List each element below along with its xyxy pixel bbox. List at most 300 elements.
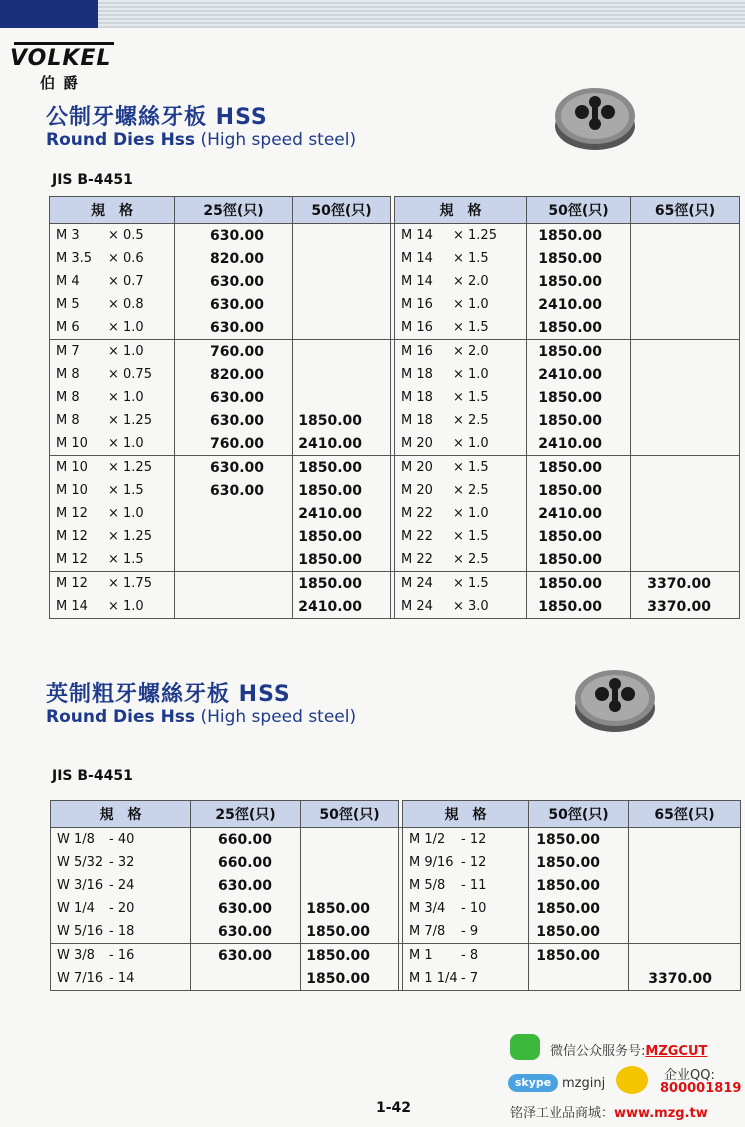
spec-right [395, 293, 527, 316]
table-row [50, 548, 740, 572]
spec-left [50, 316, 175, 340]
metric-dies-table [49, 196, 740, 619]
price-65-right [631, 293, 740, 316]
skype-icon: skype [508, 1074, 558, 1092]
price-50-right: 1850.00 [529, 828, 629, 852]
price-65-right: 3370.00 [631, 595, 740, 619]
table-row [50, 525, 740, 548]
spec-right-pitch: × 1.5 [453, 576, 489, 591]
table-row [51, 967, 741, 991]
price-50 [301, 828, 399, 852]
section2-title-en-bold: Round Dies Hss [46, 707, 196, 727]
price-65-right [629, 828, 741, 852]
spec-left [50, 363, 175, 386]
price-25 [191, 967, 301, 991]
price-25 [175, 595, 293, 619]
price-25: 630.00 [191, 920, 301, 944]
col-header-25: 25徑(只) [191, 801, 301, 828]
table-row [51, 851, 741, 874]
table-row [50, 386, 740, 409]
spec-right [395, 502, 527, 525]
price-50-right: 1850.00 [527, 340, 631, 364]
spec-left-pitch: - 32 [109, 855, 135, 870]
spec-left-pitch: × 1.0 [108, 506, 144, 521]
table-row [50, 479, 740, 502]
spec-left-pitch: × 1.25 [108, 529, 152, 544]
spec-right-pitch: - 12 [461, 832, 487, 847]
price-65-right [631, 548, 740, 572]
price-65-right [631, 270, 740, 293]
price-50: 1850.00 [293, 456, 391, 480]
spec-left-size: M 14 [56, 599, 88, 614]
spec-right [395, 270, 527, 293]
price-50-right: 1850.00 [527, 548, 631, 572]
spec-right [395, 247, 527, 270]
col-header-50-right: 50徑(只) [529, 801, 629, 828]
spec-right [395, 409, 527, 432]
price-50 [293, 224, 391, 248]
col-header-65-right: 65徑(只) [631, 197, 740, 224]
table-row [51, 828, 741, 852]
spec-left-size: M 7 [56, 344, 80, 359]
spec-right-size: M 18 [401, 390, 433, 405]
spec-right-pitch: - 11 [461, 878, 487, 893]
spec-left [50, 479, 175, 502]
table-row [50, 595, 740, 619]
spec-left-pitch: × 1.0 [108, 599, 144, 614]
spec-right-pitch: - 10 [461, 901, 487, 916]
spec-right-size: M 14 [401, 274, 433, 289]
shop-url-link[interactable]: www.mzg.tw [614, 1106, 708, 1121]
table-header-row [50, 197, 740, 224]
qq-label: 企业QQ: [664, 1068, 715, 1083]
price-50: 1850.00 [301, 897, 399, 920]
price-50 [293, 247, 391, 270]
spec-right-size: M 16 [401, 297, 433, 312]
round-die-image-1 [552, 82, 638, 152]
price-25: 660.00 [191, 851, 301, 874]
price-50-right: 2410.00 [527, 363, 631, 386]
price-65-right [629, 874, 741, 897]
price-50: 1850.00 [301, 920, 399, 944]
price-50-right: 2410.00 [527, 293, 631, 316]
price-65-right [631, 432, 740, 456]
col-header-65-right: 65徑(只) [629, 801, 741, 828]
price-25: 760.00 [175, 432, 293, 456]
price-50: 2410.00 [293, 432, 391, 456]
price-25 [175, 572, 293, 596]
spec-left-pitch: × 1.75 [108, 576, 152, 591]
spec-right-pitch: × 2.5 [453, 413, 489, 428]
brand-name: VOLKEL [10, 46, 112, 71]
price-50: 1850.00 [293, 572, 391, 596]
shop-label: 铭泽工业品商城： [510, 1106, 615, 1121]
price-50: 1850.00 [293, 409, 391, 432]
price-65-right [631, 525, 740, 548]
spec-left-size: W 5/16 [57, 924, 104, 939]
qq-number: 800001819 [660, 1081, 742, 1096]
spec-right [403, 920, 529, 944]
wechat-line [550, 1040, 707, 1059]
spec-left [50, 293, 175, 316]
spec-left [50, 572, 175, 596]
price-50-right: 1850.00 [527, 572, 631, 596]
col-header-50: 50徑(只) [301, 801, 399, 828]
spec-left-size: M 12 [56, 576, 88, 591]
table-row [50, 456, 740, 480]
price-50-right: 1850.00 [529, 874, 629, 897]
price-50-right: 1850.00 [529, 920, 629, 944]
price-65-right [629, 897, 741, 920]
price-65-right [631, 479, 740, 502]
spec-left [51, 897, 191, 920]
spec-right [395, 340, 527, 364]
spec-left-size: M 8 [56, 413, 80, 428]
spec-right [403, 897, 529, 920]
section1-title-en [46, 130, 356, 150]
spec-right-size: M 14 [401, 251, 433, 266]
spec-right-pitch: × 2.0 [453, 344, 489, 359]
price-25: 630.00 [175, 224, 293, 248]
table-row [50, 224, 740, 248]
table-row [50, 247, 740, 270]
price-65-right [631, 316, 740, 340]
price-25: 630.00 [175, 270, 293, 293]
spec-right-size: M 22 [401, 529, 433, 544]
price-50 [301, 874, 399, 897]
spec-left-size: W 1/4 [57, 901, 95, 916]
price-50 [301, 851, 399, 874]
table-row [51, 874, 741, 897]
col-header-spec: 規 格 [51, 801, 191, 828]
spec-left-size: W 5/32 [57, 855, 104, 870]
price-50-right: 1850.00 [527, 247, 631, 270]
price-65-right [631, 247, 740, 270]
spec-left-pitch: × 0.8 [108, 297, 144, 312]
price-25: 630.00 [191, 944, 301, 968]
table-row [50, 572, 740, 596]
spec-right [395, 224, 527, 248]
spec-left-size: M 8 [56, 390, 80, 405]
spec-left [51, 851, 191, 874]
price-65-right [631, 502, 740, 525]
price-50 [293, 293, 391, 316]
price-25: 630.00 [175, 293, 293, 316]
spec-left-pitch: × 0.6 [108, 251, 144, 266]
spec-right-pitch: - 9 [461, 924, 479, 939]
price-50 [293, 386, 391, 409]
wechat-icon [510, 1034, 540, 1060]
spec-left [50, 386, 175, 409]
spec-left-pitch: × 0.5 [108, 228, 144, 243]
spec-right [395, 386, 527, 409]
spec-right-size: M 20 [401, 460, 433, 475]
spec-left [51, 828, 191, 852]
spec-right-size: M 1/2 [409, 832, 446, 847]
price-65-right [629, 920, 741, 944]
spec-right-pitch: - 7 [461, 971, 479, 986]
spec-left [50, 432, 175, 456]
spec-left [50, 595, 175, 619]
spec-left [50, 548, 175, 572]
spec-right-pitch: × 1.5 [453, 460, 489, 475]
price-25: 630.00 [175, 456, 293, 480]
spec-left [50, 340, 175, 364]
spec-right [395, 432, 527, 456]
spec-left-pitch: × 1.5 [108, 552, 144, 567]
price-50-right: 1850.00 [527, 409, 631, 432]
spec-right-pitch: × 1.5 [453, 251, 489, 266]
spec-left [51, 920, 191, 944]
price-50: 1850.00 [293, 525, 391, 548]
spec-left [51, 967, 191, 991]
spec-right-pitch: × 1.5 [453, 320, 489, 335]
price-50-right: 1850.00 [527, 595, 631, 619]
col-header-spec-right: 規 格 [403, 801, 529, 828]
price-25: 660.00 [191, 828, 301, 852]
spec-right-size: M 5/8 [409, 878, 446, 893]
price-50: 2410.00 [293, 502, 391, 525]
spec-right-pitch: × 1.0 [453, 436, 489, 451]
price-50-right: 1850.00 [527, 224, 631, 248]
imperial-dies-table-body [51, 828, 741, 991]
spec-left-pitch: × 0.7 [108, 274, 144, 289]
price-50-right: 2410.00 [527, 432, 631, 456]
price-65-right: 3370.00 [629, 967, 741, 991]
brand-logo [10, 42, 120, 96]
spec-left-size: M 8 [56, 367, 80, 382]
spec-right-pitch: × 1.5 [453, 390, 489, 405]
price-50: 1850.00 [301, 967, 399, 991]
price-25: 820.00 [175, 247, 293, 270]
spec-right-size: M 3/4 [409, 901, 446, 916]
table-row [50, 432, 740, 456]
top-band-dark [0, 0, 98, 28]
price-50-right: 2410.00 [527, 502, 631, 525]
price-25 [175, 525, 293, 548]
spec-right [403, 828, 529, 852]
spec-right [395, 525, 527, 548]
spec-left-size: M 12 [56, 506, 88, 521]
spec-left-size: W 7/16 [57, 971, 104, 986]
price-50 [293, 340, 391, 364]
wechat-id-link[interactable]: MZGCUT [645, 1044, 708, 1059]
section1-title-en-bold: Round Dies Hss [46, 130, 196, 150]
spec-right-size: M 20 [401, 436, 433, 451]
spec-right-size: M 1 1/4 [409, 971, 458, 986]
spec-left-size: W 3/8 [57, 948, 95, 963]
section1-title-en-rest: (High speed steel) [195, 130, 357, 150]
spec-right-size: M 9/16 [409, 855, 454, 870]
spec-right-size: M 20 [401, 483, 433, 498]
spec-right [395, 456, 527, 480]
spec-right [403, 851, 529, 874]
spec-left-pitch: - 40 [109, 832, 135, 847]
round-die-image-2 [572, 664, 658, 734]
brand-chinese: 伯爵 [40, 74, 87, 92]
spec-right [395, 316, 527, 340]
spec-right-pitch: × 3.0 [453, 599, 489, 614]
price-65-right: 3370.00 [631, 572, 740, 596]
price-25 [175, 548, 293, 572]
price-65-right [631, 224, 740, 248]
spec-right-pitch: × 1.0 [453, 506, 489, 521]
price-50-right: 1850.00 [527, 316, 631, 340]
spec-left-size: M 10 [56, 483, 88, 498]
table-header-row [51, 801, 741, 828]
spec-right [403, 874, 529, 897]
price-50 [293, 316, 391, 340]
spec-left-pitch: × 1.25 [108, 413, 152, 428]
spec-left-pitch: - 24 [109, 878, 135, 893]
price-50: 1850.00 [293, 548, 391, 572]
spec-right [403, 944, 529, 968]
price-65-right [631, 456, 740, 480]
price-25: 820.00 [175, 363, 293, 386]
price-50-right: 1850.00 [527, 479, 631, 502]
spec-left [50, 456, 175, 480]
spec-right-pitch: × 2.0 [453, 274, 489, 289]
page-number: 1-42 [376, 1100, 412, 1116]
spec-left-pitch: × 0.75 [108, 367, 152, 382]
wechat-label: 微信公众服务号: [550, 1044, 646, 1059]
price-50: 2410.00 [293, 595, 391, 619]
col-header-50-right: 50徑(只) [527, 197, 631, 224]
price-50 [293, 363, 391, 386]
spec-right-pitch: × 2.5 [453, 483, 489, 498]
table-row [50, 502, 740, 525]
spec-right-size: M 16 [401, 344, 433, 359]
section2-standard: JIS B-4451 [52, 768, 133, 784]
spec-left [50, 270, 175, 293]
price-50-right: 1850.00 [527, 525, 631, 548]
spec-left [50, 409, 175, 432]
table-row [50, 270, 740, 293]
price-50-right: 1850.00 [529, 851, 629, 874]
brand-bar [14, 42, 114, 45]
spec-left [50, 224, 175, 248]
section1-title-cn: 公制牙螺絲牙板 HSS [46, 105, 268, 130]
spec-left-size: M 12 [56, 529, 88, 544]
price-25: 630.00 [191, 897, 301, 920]
spec-right-size: M 24 [401, 599, 433, 614]
metric-dies-table-body [50, 224, 740, 619]
price-25: 630.00 [175, 386, 293, 409]
spec-right-pitch: × 1.5 [453, 529, 489, 544]
price-25: 630.00 [175, 409, 293, 432]
top-band-lines [98, 0, 745, 28]
spec-left-pitch: × 1.0 [108, 344, 144, 359]
spec-right-pitch: × 1.0 [453, 297, 489, 312]
spec-left-pitch: - 18 [109, 924, 135, 939]
price-25: 630.00 [175, 316, 293, 340]
section2-title-en [46, 707, 356, 727]
skype-name: mzginj [562, 1076, 606, 1091]
spec-left-size: M 12 [56, 552, 88, 567]
table-row [50, 340, 740, 364]
section1-standard: JIS B-4451 [52, 172, 133, 188]
price-50: 1850.00 [293, 479, 391, 502]
spec-left-size: M 10 [56, 436, 88, 451]
price-50-right: 1850.00 [529, 897, 629, 920]
spec-left-size: W 3/16 [57, 878, 104, 893]
spec-right [395, 595, 527, 619]
price-50-right [529, 967, 629, 991]
col-header-25: 25徑(只) [175, 197, 293, 224]
spec-right-pitch: × 1.0 [453, 367, 489, 382]
spec-right [403, 967, 529, 991]
spec-right-size: M 1 [409, 948, 433, 963]
price-65-right [631, 363, 740, 386]
top-band [0, 0, 745, 28]
col-header-50: 50徑(只) [293, 197, 391, 224]
table-row [51, 944, 741, 968]
price-65-right [629, 944, 741, 968]
spec-right [395, 479, 527, 502]
price-65-right [631, 409, 740, 432]
spec-right-size: M 14 [401, 228, 433, 243]
spec-right-pitch: - 12 [461, 855, 487, 870]
price-50: 1850.00 [301, 944, 399, 968]
spec-left-pitch: - 20 [109, 901, 135, 916]
table-row [50, 363, 740, 386]
section2-title-en-rest: (High speed steel) [195, 707, 357, 727]
spec-right [395, 572, 527, 596]
section2-title-cn: 英制粗牙螺絲牙板 HSS [46, 682, 291, 707]
price-65-right [631, 386, 740, 409]
spec-right-size: M 16 [401, 320, 433, 335]
spec-right-size: M 24 [401, 576, 433, 591]
spec-right-size: M 22 [401, 506, 433, 521]
price-50-right: 1850.00 [527, 456, 631, 480]
spec-left-size: W 1/8 [57, 832, 95, 847]
spec-right-pitch: - 8 [461, 948, 479, 963]
table-row [50, 316, 740, 340]
col-header-spec-right: 規 格 [395, 197, 527, 224]
qq-icon [616, 1066, 648, 1094]
price-50-right: 1850.00 [529, 944, 629, 968]
spec-left [51, 874, 191, 897]
spec-left [50, 502, 175, 525]
spec-left-pitch: × 1.25 [108, 460, 152, 475]
spec-left-size: M 3.5 [56, 251, 93, 266]
table-row [51, 897, 741, 920]
spec-left-pitch: × 1.0 [108, 436, 144, 451]
spec-left-pitch: - 16 [109, 948, 135, 963]
spec-right-pitch: × 2.5 [453, 552, 489, 567]
col-header-spec: 規 格 [50, 197, 175, 224]
spec-left-pitch: × 1.0 [108, 390, 144, 405]
spec-left-pitch: × 1.0 [108, 320, 144, 335]
table-row [50, 409, 740, 432]
spec-left-pitch: - 14 [109, 971, 135, 986]
price-25: 630.00 [191, 874, 301, 897]
spec-left-size: M 10 [56, 460, 88, 475]
imperial-dies-table [50, 800, 741, 991]
spec-right-size: M 18 [401, 367, 433, 382]
spec-left-size: M 4 [56, 274, 80, 289]
spec-right-pitch: × 1.25 [453, 228, 497, 243]
spec-left [51, 944, 191, 968]
spec-left-size: M 3 [56, 228, 80, 243]
price-25: 630.00 [175, 479, 293, 502]
table-row [51, 920, 741, 944]
table-row [50, 293, 740, 316]
spec-left-size: M 5 [56, 297, 80, 312]
spec-right [395, 548, 527, 572]
price-50-right: 1850.00 [527, 386, 631, 409]
price-25 [175, 502, 293, 525]
